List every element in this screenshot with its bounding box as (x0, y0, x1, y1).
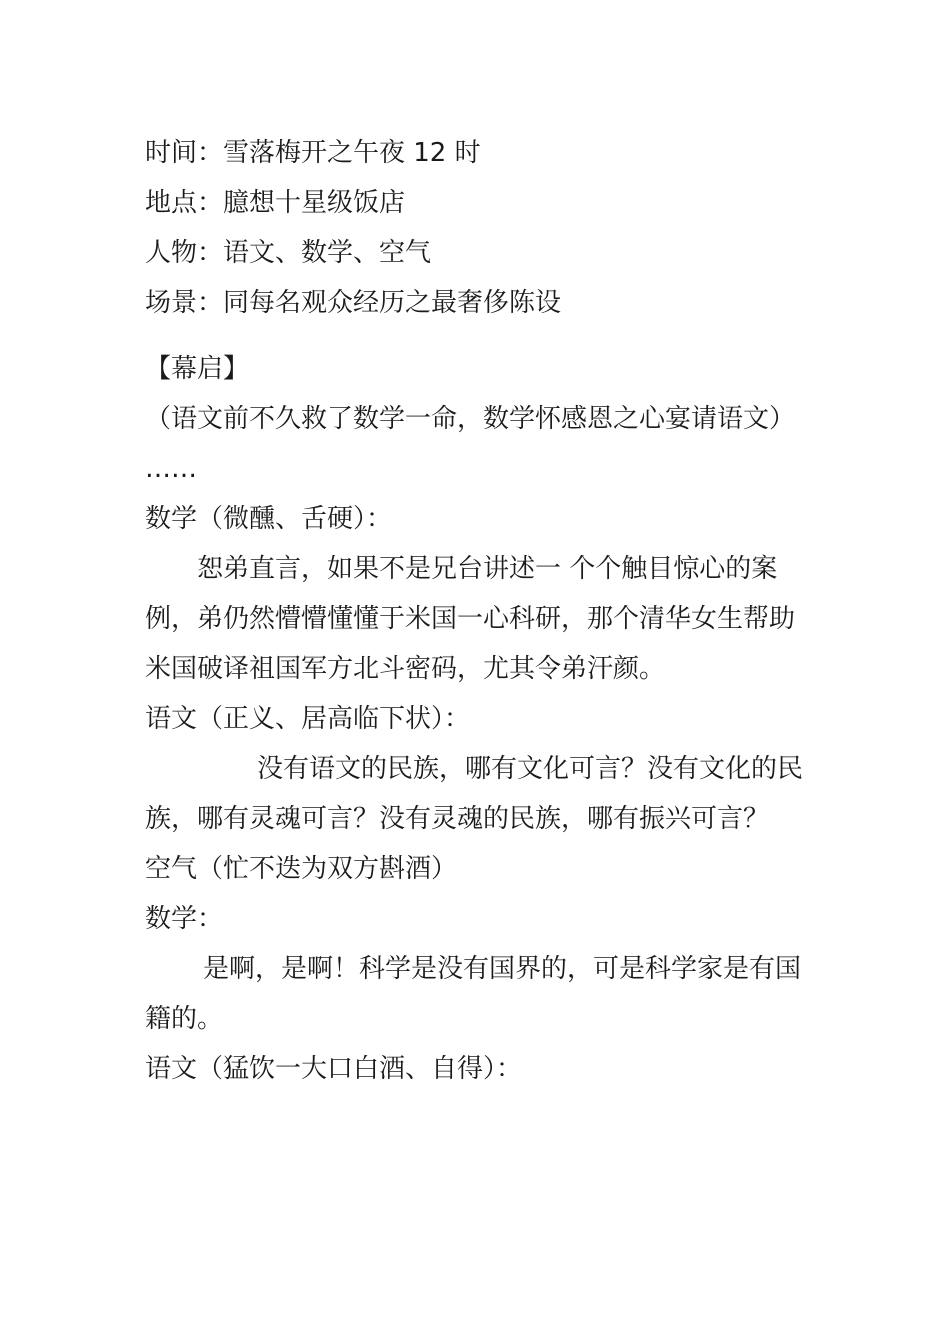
stage-direction-2: 空气（忙不迭为双方斟酒） (145, 854, 458, 884)
speech-2: 没有语文的民族，哪有文化可言？没有文化的民族，哪有灵魂可言？没有灵魂的民族，哪有振兴可言？ (145, 754, 804, 834)
speech-3: 是啊，是啊！科学是没有国界的，可是科学家是有国籍的。 (145, 954, 802, 1034)
speaker-2: 语文（正义、居高临下状）： (145, 704, 471, 734)
speaker-1: 数学（微醺、舌硬）： (145, 504, 393, 534)
script-text (145, 128, 805, 1094)
place-line: 地点：臆想十星级饭店 (145, 188, 406, 218)
stage-direction-1: （语文前不久救了数学一命，数学怀感恩之心宴请语文） (145, 404, 796, 434)
speaker-3: 数学： (145, 904, 224, 934)
characters-line: 人物：语文、数学、空气 (145, 238, 432, 268)
speech-1: 恕弟直言，如果不是兄台讲述一 个个触目惊心的案例，弟仍然懵懵懂懂于米国一心科研，那个清华女生帮助米国破译祖国军方北斗密码，尤其令弟汗颜。 (145, 554, 796, 684)
curtain-line: 【幕启】 (145, 354, 250, 384)
scene-line: 场景：同每名观众经历之最奢侈陈设 (145, 288, 562, 318)
time-line: 时间：雪落梅开之午夜 12 时 (145, 138, 481, 168)
speaker-4: 语文（猛饮一大口白酒、自得）： (145, 1054, 523, 1084)
ellipsis-line: …… (145, 454, 197, 484)
